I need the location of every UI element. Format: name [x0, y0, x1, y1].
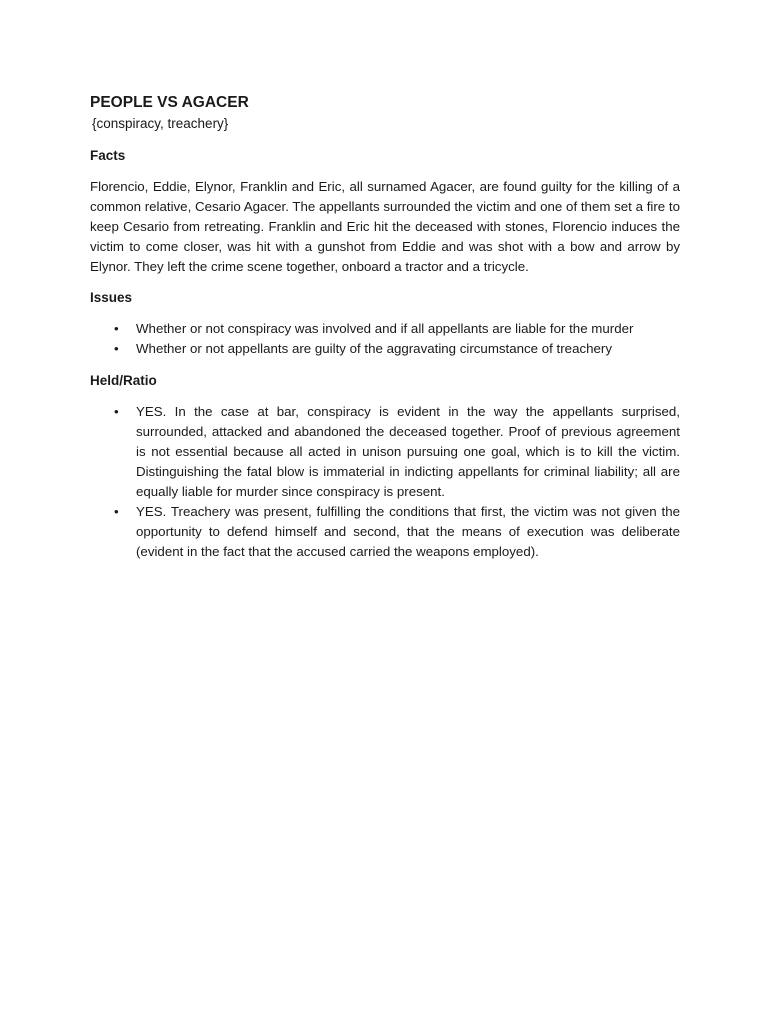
held-item	[90, 502, 680, 562]
held-list	[90, 402, 680, 562]
held-section	[90, 371, 680, 562]
facts-text: Florencio, Eddie, Elynor, Franklin and Eric, all surnamed Agacer, are found guilty for the killing of a common relative, Cesario Agacer. The appellants surrounded the victim and one of them set a fire to keep Cesario from retreating. Franklin and Eric hit the deceased with stones, Florencio induces the victim to come closer, was hit with a gunshot from Eddie and was shot with a bow and arrow by Elynor. They left the crime scene together, onboard a tractor and a tricycle.	[90, 179, 680, 274]
issues-list	[90, 319, 680, 359]
issues-section	[90, 288, 680, 359]
issues-heading: Issues	[90, 290, 133, 305]
document-subtitle: {conspiracy, treachery}	[92, 116, 229, 131]
issues-item-text: Whether or not appellants are guilty of the aggravating circumstance of treachery	[136, 341, 612, 356]
issues-item	[90, 339, 680, 359]
issues-item-text: Whether or not conspiracy was involved and if all appellants are liable for the murder	[136, 321, 634, 336]
held-item-text: YES. Treachery was present, fulfilling the conditions that first, the victim was not given the opportunity to defend himself and second, that the means of execution was deliberate (evident in the fact that the accused carried the weapons employed).	[136, 504, 680, 559]
document-page	[90, 92, 680, 574]
issues-item	[90, 319, 680, 339]
bullet-icon: •	[114, 341, 119, 356]
bullet-icon: •	[114, 321, 119, 336]
bullet-icon: •	[114, 404, 119, 419]
document-title: PEOPLE VS AGACER	[90, 94, 249, 111]
bullet-icon: •	[114, 504, 119, 519]
facts-section	[90, 146, 680, 277]
facts-heading: Facts	[90, 148, 126, 163]
held-heading: Held/Ratio	[90, 373, 157, 388]
held-item	[90, 402, 680, 502]
held-item-text: YES. In the case at bar, conspiracy is evident in the way the appellants surprised, surrounded, attacked and abandoned the deceased together. Proof of previous agreement is not essential because all acted in unison pursuing one goal, which is to kill the victim. Distinguishing the fatal blow is immaterial in indicting appellants for criminal liability; all are equally liable for murder since conspiracy is present.	[136, 404, 680, 499]
